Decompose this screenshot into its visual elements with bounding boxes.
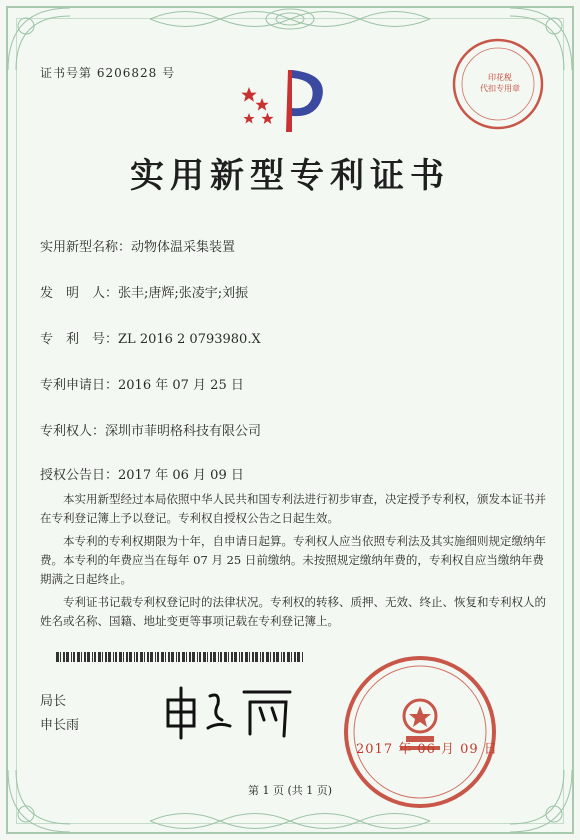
barcode-bar <box>147 652 149 662</box>
patent-number-row <box>40 328 261 347</box>
barcode-bar <box>249 652 250 662</box>
barcode-bar <box>144 652 145 662</box>
barcode-bar <box>207 652 208 662</box>
official-title: 局长 <box>40 694 67 709</box>
barcode-bar <box>276 652 279 662</box>
barcode-bar <box>294 652 296 662</box>
official-name: 申长雨 <box>40 718 80 733</box>
certificate-body <box>40 490 550 635</box>
barcode-bar <box>281 652 282 662</box>
name-value: 动物体温采集装置 <box>131 240 236 255</box>
patent-holder-value: 深圳市菲明格科技有限公司 <box>105 424 262 439</box>
barcode-bar <box>270 652 271 662</box>
utility-model-name-row <box>40 236 235 255</box>
barcode-bar <box>66 652 69 662</box>
barcode-bar <box>228 652 229 662</box>
patent-holder-label: 专利权人： <box>40 424 106 439</box>
barcode-bar <box>224 652 227 662</box>
barcode-bar <box>234 652 237 662</box>
page-footer: 第 1 页 (共 1 页) <box>247 784 333 797</box>
barcode-bar <box>266 652 269 662</box>
patent-number-value: ZL 2016 2 0793980.X <box>118 332 261 347</box>
barcode-bar <box>150 652 153 662</box>
signature-icon <box>160 682 300 742</box>
barcode-bar <box>302 652 303 662</box>
barcode-bar <box>102 652 103 662</box>
barcode-bar <box>241 652 243 662</box>
barcode-bar <box>63 652 65 662</box>
barcode-bar <box>186 652 187 662</box>
barcode-bar <box>203 652 206 662</box>
inventor-value: 张丰;唐辉;张凌宇;刘振 <box>118 286 249 301</box>
barcode-bar <box>273 652 275 662</box>
announcement-date-label: 授权公告日： <box>40 468 119 483</box>
barcode-bar <box>262 652 264 662</box>
patent-holder-row <box>40 420 261 439</box>
barcode-bar <box>71 652 72 662</box>
name-label: 实用新型名称： <box>40 240 132 255</box>
cert-number-label: 证书号第 <box>40 66 93 80</box>
inventor-label: 发 明 人： <box>40 286 119 301</box>
barcode-bar <box>260 652 261 662</box>
barcode-bar <box>157 652 159 662</box>
agency-seal-line1: 印花税 <box>488 73 512 82</box>
announcement-date-row <box>40 464 244 483</box>
barcode-bar <box>182 652 185 662</box>
barcode-bar <box>77 652 80 662</box>
barcode-bar <box>176 652 177 662</box>
barcode-bar <box>245 652 248 662</box>
barcode-bar <box>126 652 128 662</box>
application-date-value: 2016 年 07 月 25 日 <box>118 378 244 393</box>
barcode-bar <box>161 652 164 662</box>
application-date-label: 专利申请日： <box>40 378 119 393</box>
barcode-bar <box>192 652 195 662</box>
sipo-logo-icon <box>236 66 346 136</box>
barcode-bar <box>108 652 111 662</box>
barcode-bar <box>140 652 143 662</box>
barcode-bar <box>239 652 240 662</box>
barcode-bar <box>73 652 75 662</box>
barcode-bar <box>115 652 117 662</box>
barcode-bar <box>168 652 170 662</box>
barcode-bar <box>291 652 292 662</box>
agency-seal-text <box>476 72 524 94</box>
barcode-bar <box>81 652 82 662</box>
certificate-number <box>40 64 175 81</box>
application-date-row <box>40 374 244 393</box>
barcode-bar <box>105 652 107 662</box>
barcode-bar <box>136 652 138 662</box>
barcode <box>56 652 306 662</box>
barcode-bar <box>197 652 198 662</box>
barcode-bar <box>60 652 61 662</box>
barcode-bar <box>119 652 122 662</box>
barcode-bar <box>56 652 59 662</box>
barcode-bar <box>165 652 166 662</box>
cert-number-suffix: 号 <box>162 66 176 80</box>
barcode-bar <box>255 652 258 662</box>
barcode-bar <box>213 652 216 662</box>
announcement-date-value: 2017 年 06 月 09 日 <box>118 468 244 483</box>
barcode-bar <box>171 652 174 662</box>
page-title: 实用新型专利证书 <box>130 156 450 196</box>
barcode-bar <box>178 652 180 662</box>
barcode-bar <box>123 652 124 662</box>
barcode-bar <box>98 652 101 662</box>
barcode-bar <box>87 652 90 662</box>
body-paragraph-2: 本专利的专利权期限为十年，自申请日起算。专利权人应当依照专利法及其实施细则规定缴纳年费。本专利的年费应当在每年 07 月 25 日前缴纳。未按照规定缴纳年费的，专利权自应当缴纳年费期满之日起终止。 <box>40 534 546 586</box>
barcode-bar <box>134 652 135 662</box>
barcode-bar <box>210 652 212 662</box>
barcode-bar <box>287 652 290 662</box>
official-title-block <box>40 690 79 738</box>
barcode-bar <box>218 652 219 662</box>
seal-date: 2017 年 06 月 09 日 <box>356 742 498 757</box>
barcode-bar <box>113 652 114 662</box>
barcode-bar <box>92 652 93 662</box>
cert-number-value: 6206828 <box>96 66 158 80</box>
barcode-bar <box>283 652 285 662</box>
barcode-bar <box>155 652 156 662</box>
barcode-bar <box>252 652 254 662</box>
barcode-bar <box>189 652 191 662</box>
barcode-bar <box>220 652 222 662</box>
inventor-row <box>40 282 248 301</box>
body-paragraph-3: 专利证书记载专利权登记时的法律状况。专利权的转移、质押、无效、终止、恢复和专利权人的姓名或名称、国籍、地址变更等事项记载在专利登记簿上。 <box>40 595 546 628</box>
barcode-bar <box>94 652 96 662</box>
barcode-bar <box>129 652 132 662</box>
patent-number-label: 专 利 号： <box>40 332 119 347</box>
body-paragraph-1: 本实用新型经过本局依照中华人民共和国专利法进行初步审查，决定授予专利权，颁发本证书并在专利登记簿上予以登记。专利权自授权公告之日起生效。 <box>40 492 546 525</box>
agency-seal-line2: 代扣专用章 <box>480 84 520 93</box>
barcode-bar <box>199 652 201 662</box>
barcode-bar <box>84 652 86 662</box>
barcode-bar <box>231 652 233 662</box>
barcode-bar <box>297 652 300 662</box>
